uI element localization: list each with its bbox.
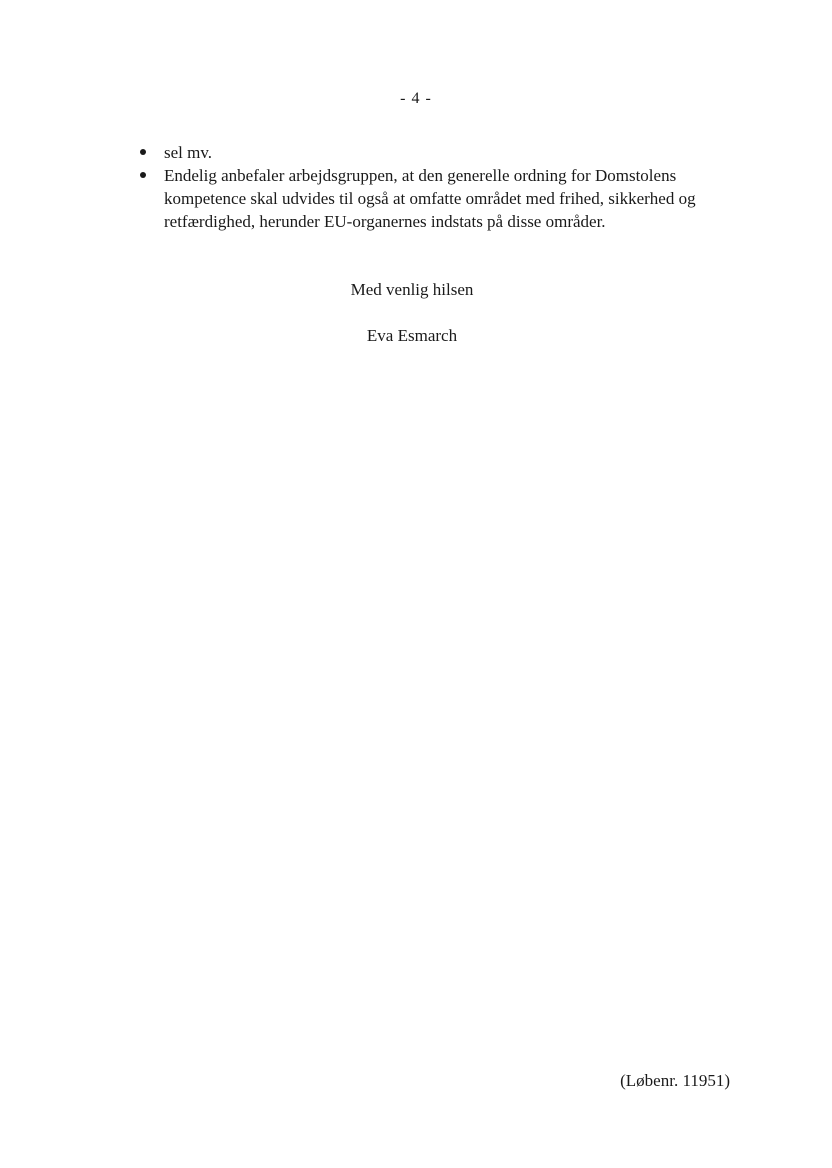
list-item — [136, 164, 736, 233]
list-item — [136, 141, 736, 164]
bullet-list — [136, 141, 736, 233]
page-number: - 4 - — [400, 90, 432, 107]
reference-number: (Løbenr. 11951) — [620, 1071, 730, 1090]
bullet-icon — [140, 149, 146, 155]
bullet-text: Endelig anbefaler arbejdsgruppen, at den generelle ordning for Domstolens kompetence skal udvides til også at omfatte området med frihed, sikkerhed og retfærdighed, herunder EU-organernes indstats på disse områder. — [164, 166, 696, 231]
bullet-icon — [140, 172, 146, 178]
closing-greeting: Med venlig hilsen — [350, 280, 474, 299]
bullet-text: sel mv. — [164, 143, 213, 162]
signature-name: Eva Esmarch — [366, 326, 458, 345]
